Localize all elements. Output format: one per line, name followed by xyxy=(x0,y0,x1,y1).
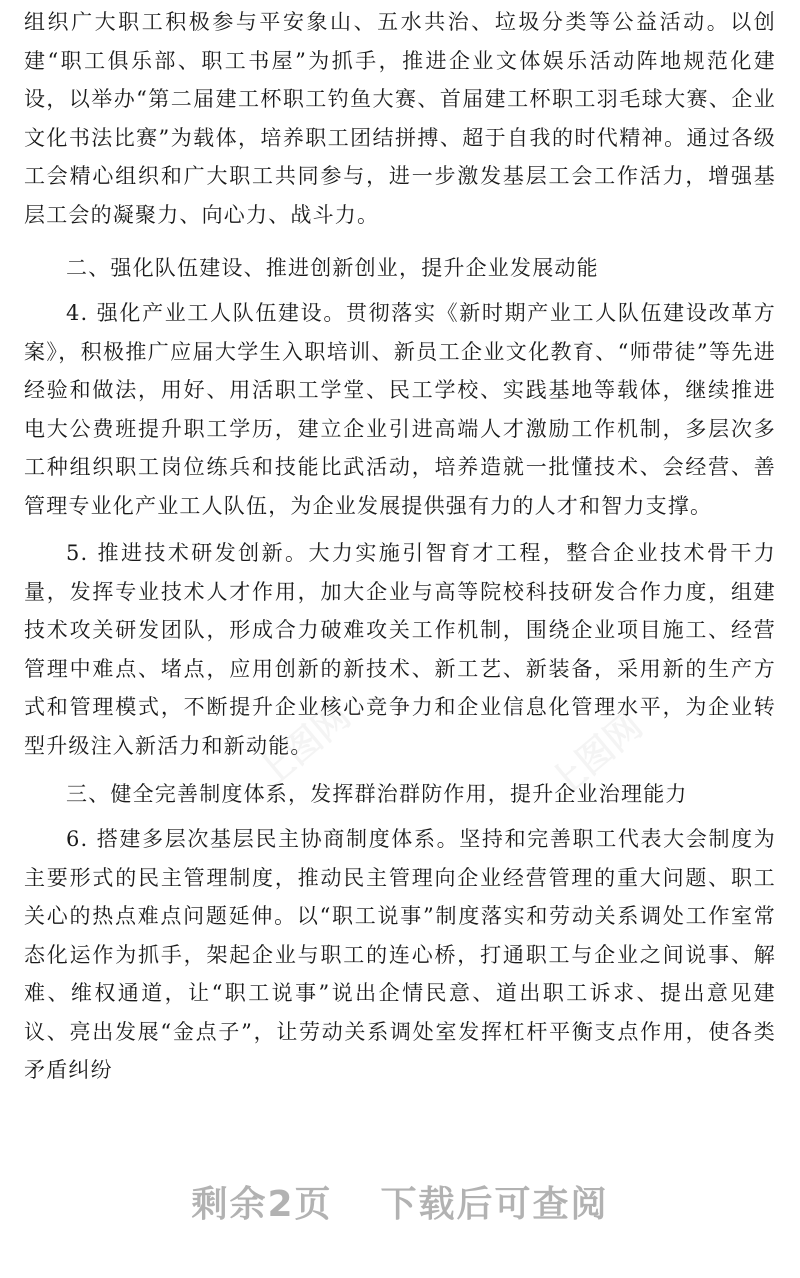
download-prompt-label[interactable]: 下载后可查阅 xyxy=(380,1184,609,1225)
section-heading-3: 三、健全完善制度体系，发挥群治群防作用，提升企业治理能力 xyxy=(66,782,688,806)
remaining-pages-label: 剩余2页 xyxy=(191,1184,333,1225)
paragraph-1: 组织广大职工积极参与平安象山、五水共治、垃圾分类等公益活动。以创建“职工俱乐部、职工书屋”为抓手，推进企业文体娱乐活动阵地规范化建设，以举办“第二届建工杯职工钓鱼大赛、首届建工杯职工羽毛球大赛、企业文化书法比赛”为载体，培养职工团结拼搏、超于自我的时代精神。通过各级工会精心组织和广大职工共同参与，进一步激发基层工会工作活力，增强基层工会的凝聚力、向心力、战斗力。 xyxy=(24,10,776,227)
paragraph-5: 5. 推进技术研发创新。大力实施引智育才工程，整合企业技术骨干力量，发挥专业技术人才作用，加大企业与高等院校科技研发合作力度，组建技术攻关研发团队，形成合力破难攻关工作机制，围绕企业项目施工、经营管理中难点、堵点，应用创新的新技术、新工艺、新装备，采用新的生产方式和管理模式，不断提升企业核心竞争力和企业信息化管理水平，为企业转型升级注入新活力和新动能。 xyxy=(24,541,776,758)
paragraph-6: 6. 搭建多层次基层民主协商制度体系。坚持和完善职工代表大会制度为主要形式的民主管理制度，推动民主管理向企业经营管理的重大问题、职工关心的热点难点问题延伸。以“职工说事”制度落实和劳动关系调处工作室常态化运作为抓手，架起企业与职工的连心桥，打通职工与企业之间说事、解难、维权通道，让“职工说事”说出企情民意、道出职工诉求、提出意见建议、亮出发展“金点子”，让劳动关系调处室发挥杠杆平衡支点作用，使各类矛盾纠纷 xyxy=(24,827,776,1082)
download-banner[interactable] xyxy=(0,1176,800,1227)
section-heading-2: 二、强化队伍建设、推进创新创业，提升企业发展动能 xyxy=(66,256,599,280)
paragraph-4: 4. 强化产业工人队伍建设。贯彻落实《新时期产业工人队伍建设改革方案》，积极推广应届大学生入职培训、新员工企业文化教育、“师带徒”等先进经验和做法，用好、用活职工学堂、民工学校、实践基地等载体，继续推进电大公费班提升职工学历，建立企业引进高端人才激励工作机制，多层次多工种组织职工岗位练兵和技能比武活动，培养造就一批懂技术、会经营、善管理专业化产业工人队伍，为企业发展提供强有力的人才和智力支撑。 xyxy=(24,301,776,518)
